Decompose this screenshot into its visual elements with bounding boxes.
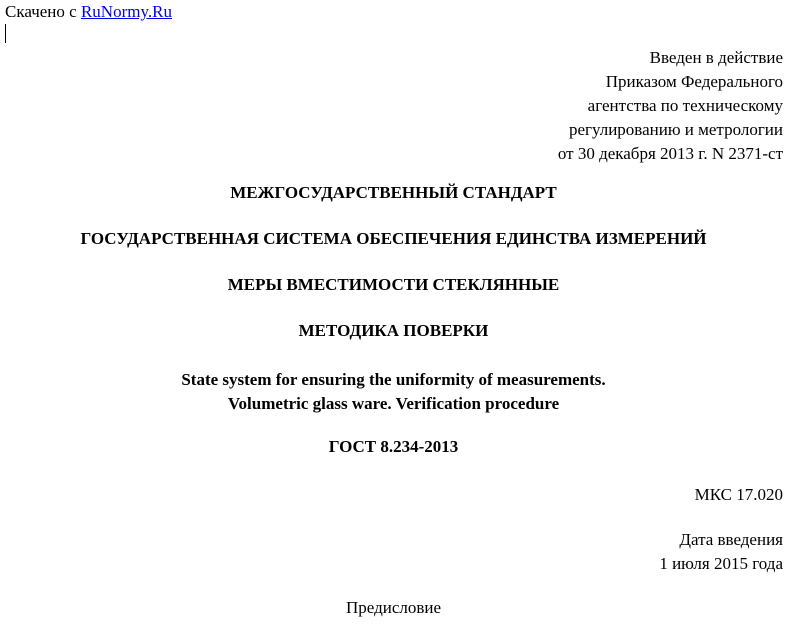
introduction-date-value: 1 июля 2015 года	[659, 554, 783, 573]
text-cursor	[5, 24, 6, 43]
state-system-title: ГОСУДАРСТВЕННАЯ СИСТЕМА ОБЕСПЕЧЕНИЯ ЕДИНСТВА ИЗМЕРЕНИЙ	[80, 229, 707, 248]
english-title	[0, 368, 787, 416]
runormy-link[interactable]: RuNormy.Ru	[80, 2, 172, 21]
download-source-line	[5, 2, 172, 22]
approval-block	[558, 46, 783, 166]
subject-title: МЕРЫ ВМЕСТИМОСТИ СТЕКЛЯННЫЕ	[227, 275, 560, 294]
download-prefix: Скачено с	[5, 2, 81, 21]
method-title: МЕТОДИКА ПОВЕРКИ	[298, 321, 489, 340]
interstate-standard-title: МЕЖГОСУДАРСТВЕННЫЙ СТАНДАРТ	[230, 183, 557, 202]
approval-line: от 30 декабря 2013 г. N 2371-ст	[557, 144, 783, 163]
approval-line: регулированию и метрологии	[568, 120, 783, 139]
english-title-line-2: Volumetric glass ware. Verification procedure	[227, 394, 560, 413]
introduction-date-label: Дата введения	[679, 530, 783, 549]
introduction-date-block	[659, 528, 783, 576]
approval-line: Приказом Федерального	[605, 72, 783, 91]
english-title-line-1: State system for ensuring the uniformity of measurements.	[181, 370, 606, 389]
approval-line: агентства по техническому	[587, 96, 783, 115]
foreword-heading: Предисловие	[345, 598, 442, 617]
approval-line: Введен в действие	[649, 48, 783, 67]
gost-number: ГОСТ 8.234-2013	[328, 437, 459, 456]
mks-code: МКС 17.020	[694, 485, 783, 504]
